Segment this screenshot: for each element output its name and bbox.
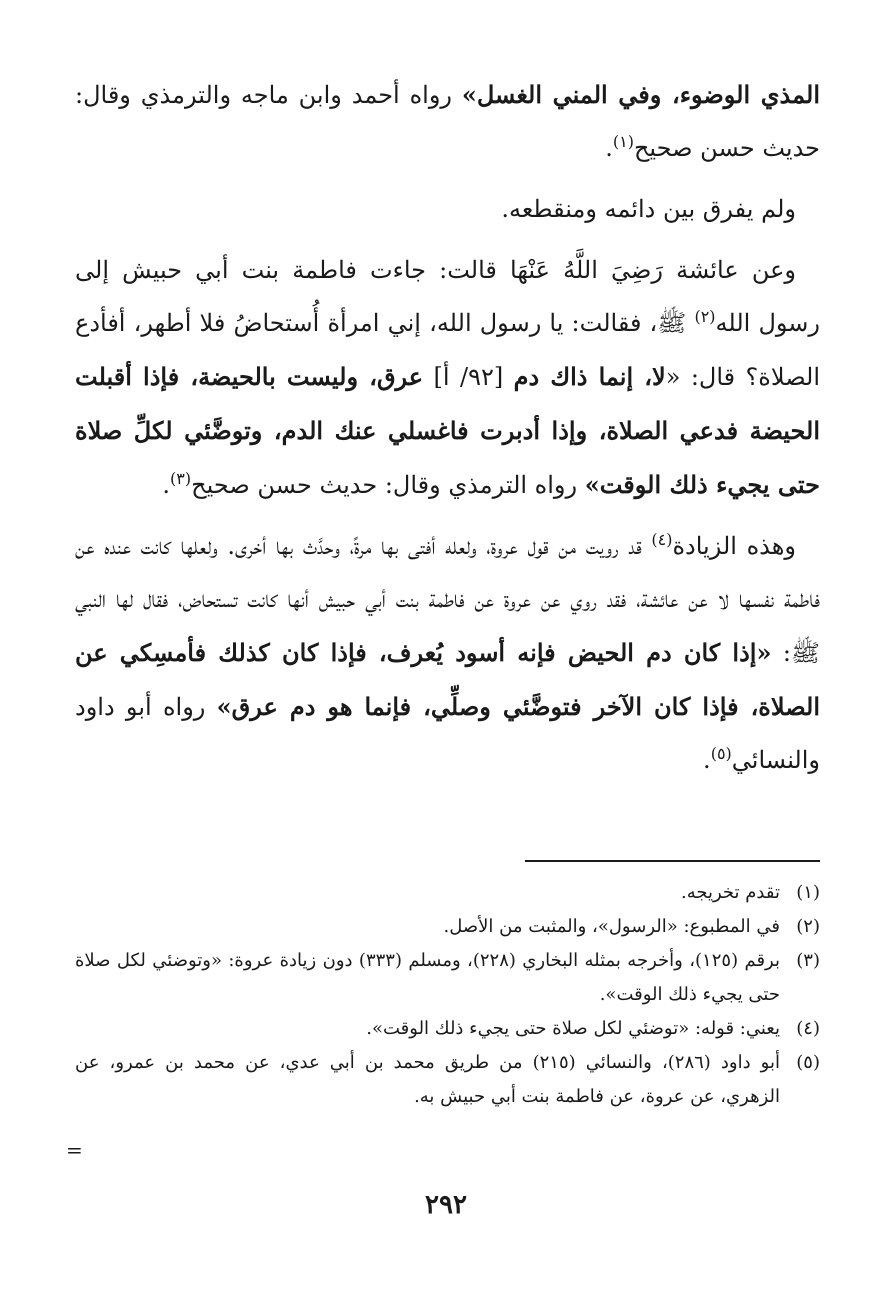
hadith-quote: «إذا كان دم الحيض فإنه أسود يُعرف، فإذا كان كذلك فأمسِكي عن الصلاة، فإذا كان الآخر فتوضَّئي وصلِّي، فإنما هو دم عرق» bbox=[75, 638, 820, 721]
narration-text: رواه أبو داود والنسائي bbox=[75, 693, 820, 774]
footnote-number: (١) bbox=[796, 882, 820, 903]
punctuation: . bbox=[605, 134, 613, 162]
paragraph-text: ولم يفرق بين دائمه ومنقطعه. bbox=[501, 195, 796, 223]
footnote-number: (٢) bbox=[796, 916, 820, 937]
footnote-number: (٤) bbox=[796, 1018, 820, 1039]
narration-text: رواه الترمذي وقال: حديث حسن صحيح bbox=[191, 471, 585, 499]
paragraph-1 bbox=[75, 68, 820, 175]
footnote-number: (٣) bbox=[796, 950, 820, 971]
paragraph-3 bbox=[75, 244, 820, 512]
footnote-ref-1: (١) bbox=[612, 132, 634, 151]
paragraph-4 bbox=[75, 520, 820, 787]
continuation-mark: = bbox=[66, 1138, 83, 1162]
page-number: ٢٩٢ bbox=[425, 1190, 467, 1220]
footnote-ref-3: (٣) bbox=[170, 469, 192, 488]
footnote-text: تقدم تخريجه. bbox=[681, 882, 780, 903]
footnote-ref-2: (٢) bbox=[694, 307, 716, 326]
paragraph-text: وعن عائشة رَضِيَ اللَّهُ عَنْهَا قالت: جاءت فاطمة بنت أبي حبيش إلى رسول الله bbox=[75, 256, 820, 337]
hadith-quote: المذي الوضوء، وفي المني الغسل» bbox=[461, 80, 820, 109]
paragraph-text: ﷺ، فقالت: يا رسول الله، إني امرأة أُستحاضُ فلا أطهر، أفأدع الصلاة؟ قال: « bbox=[75, 309, 820, 391]
footnote-text: يعني: قوله: «توضئي لكل صلاة حتى يجيء ذلك الوقت». bbox=[366, 1018, 780, 1039]
paragraph-text: قد رويت من قول عروة، ولعله أفتى بها مرةً، وحدَّث بها أخرى. ولعلها كانت عنده عن فاطمة نفسها لا عن عائشة، فقد روي عن عروة عن فاطمة بنت أبي حبيش أنها كانت تستحاض، فقال لها النبي ﷺ: bbox=[75, 532, 820, 667]
footnote-text: أبو داود (٢٨٦)، والنسائي (٢١٥) من طريق محمد بن أبي عدي، عن محمد بن عمرو، عن الزهري، عن عروة، عن فاطمة بنت أبي حبيش به. bbox=[75, 1052, 780, 1107]
folio-marker: [٩٢/ أ] bbox=[423, 363, 514, 391]
footnote-number: (٥) bbox=[796, 1052, 820, 1073]
narration-text: رواه أحمد وابن ماجه والترمذي وقال: حديث حسن صحيح bbox=[75, 81, 820, 162]
hadith-quote: لا، إنما ذاك دم bbox=[513, 362, 666, 391]
footnote-5 bbox=[75, 1046, 820, 1114]
footnote-separator bbox=[525, 860, 820, 862]
footnote-3 bbox=[75, 944, 820, 1012]
footnotes bbox=[75, 876, 820, 1114]
footnote-4 bbox=[75, 1012, 820, 1046]
punctuation: . bbox=[703, 746, 711, 774]
footnote-2 bbox=[75, 910, 820, 944]
main-text bbox=[75, 68, 820, 787]
footnote-text: في المطبوع: «الرسول»، والمثبت من الأصل. bbox=[443, 916, 780, 937]
footnote-ref-5: (٥) bbox=[710, 744, 732, 763]
footnote-1 bbox=[75, 876, 820, 910]
footnote-text: برقم (١٢٥)، وأخرجه بمثله البخاري (٢٢٨)، ومسلم (٣٣٣) دون زيادة عروة: «وتوضئي لكل صلاة حتى يجيء ذلك الوقت». bbox=[75, 950, 780, 1005]
footnote-ref-4: (٤) bbox=[651, 530, 673, 549]
paragraph-text: وهذه الزيادة bbox=[672, 532, 796, 560]
paragraph-2 bbox=[75, 183, 820, 236]
hadith-quote: عرق، وليست بالحيضة، فإذا أقبلت الحيضة فدعي الصلاة، وإذا أدبرت فاغسلي عنك الدم، وتوضَّئي لكلِّ صلاة حتى يجيء ذلك الوقت» bbox=[75, 362, 820, 499]
punctuation: . bbox=[162, 471, 171, 499]
